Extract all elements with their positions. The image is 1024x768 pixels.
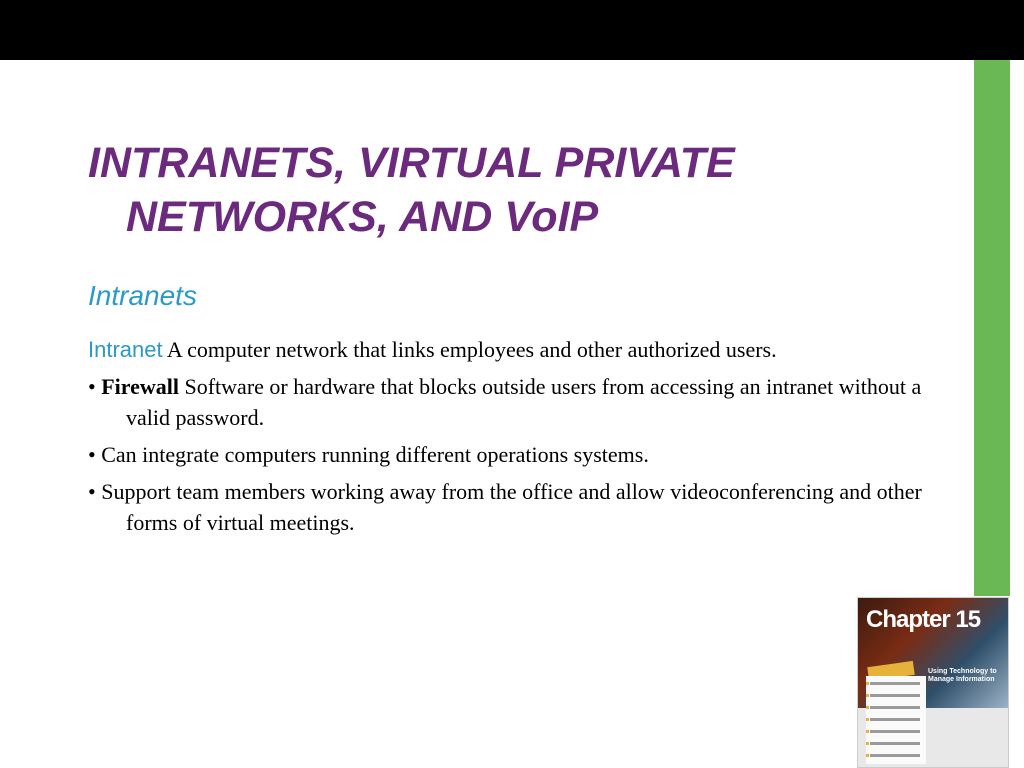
cover-line [870, 754, 920, 757]
top-bar [0, 0, 1024, 60]
section-subtitle: Intranets [88, 280, 197, 311]
cover-bullet [866, 754, 869, 757]
title-line-1: INTRANETS, VIRTUAL PRIVATE [88, 139, 735, 187]
cover-line [870, 742, 920, 745]
bullet-term: Firewall [101, 374, 179, 399]
slide-title [88, 136, 888, 244]
cover-bullet [866, 718, 869, 721]
bullet-text: Support team members working away from the office and allow videoconferencing and other forms of virtual meetings. [101, 479, 922, 535]
definition-text: A computer network that links employees and other authorized users. [162, 337, 777, 362]
cover-chapter-label: Chapter 15 [866, 606, 981, 633]
cover-line [870, 682, 920, 685]
cover-bullet [866, 694, 869, 697]
cover-bullet [866, 706, 869, 709]
cover-line [870, 706, 920, 709]
chapter-cover-thumbnail [857, 597, 1009, 768]
cover-bullet [866, 742, 869, 745]
bullet-marker: • [88, 479, 102, 504]
title-line-2: NETWORKS, AND VoIP [126, 193, 599, 241]
bullet-firewall [88, 371, 928, 433]
green-side-stripe [974, 60, 1010, 596]
definition-paragraph [88, 334, 928, 365]
bullet-marker: • [88, 374, 102, 399]
cover-line [870, 718, 920, 721]
slide-body [88, 334, 928, 544]
bullet-text: Software or hardware that blocks outside users from accessing an intranet without a valid password. [126, 374, 922, 430]
cover-line [870, 730, 920, 733]
definition-term: Intranet [88, 337, 163, 362]
cover-subtitle: Using Technology to Manage Information [928, 668, 997, 683]
bullet-marker: • [88, 442, 102, 467]
cover-text-block [866, 676, 926, 764]
bullet-support [88, 476, 928, 538]
bullet-integrate [88, 439, 928, 470]
cover-bullet [866, 730, 869, 733]
bullet-text: Can integrate computers running different operations systems. [101, 442, 649, 467]
cover-line [870, 694, 920, 697]
cover-bullet [866, 682, 869, 685]
